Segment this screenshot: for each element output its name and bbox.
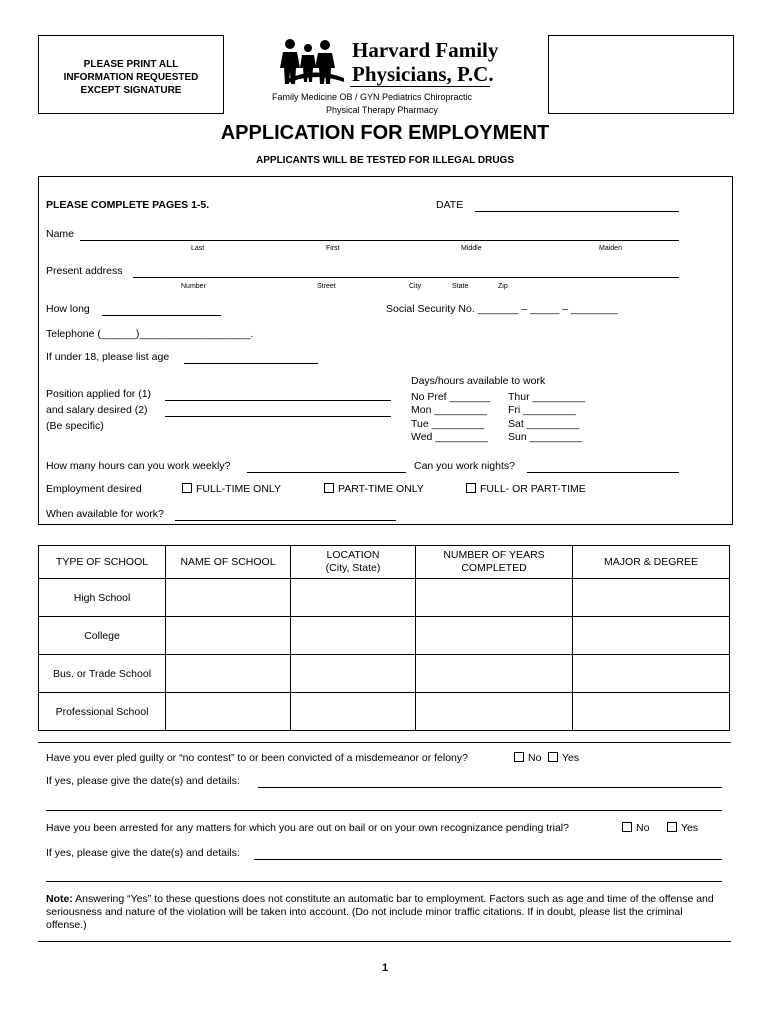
header-major-degree: MAJOR & DEGREE	[573, 546, 730, 579]
day-fri[interactable]: Fri _________	[508, 404, 576, 416]
under-18-field[interactable]	[184, 363, 318, 364]
cell-name[interactable]	[166, 693, 291, 731]
page-title: APPLICATION FOR EMPLOYMENT	[220, 122, 550, 144]
school-type-trade-school: Bus. or Trade School	[39, 655, 166, 693]
day-sat[interactable]: Sat _________	[508, 418, 580, 430]
position-field-1[interactable]	[165, 400, 391, 401]
conviction-no-checkbox[interactable]	[514, 752, 541, 764]
checkbox-icon	[622, 822, 632, 832]
note-paragraph	[46, 893, 726, 932]
full-time-only-label: FULL-TIME ONLY	[196, 483, 281, 495]
checkbox-icon	[182, 483, 192, 493]
services-line2: Physical Therapy Pharmacy	[326, 105, 438, 115]
cell-name[interactable]	[166, 655, 291, 693]
name-sublabel-first: First	[326, 245, 340, 252]
hours-weekly-label: How many hours can you work weekly?	[46, 460, 231, 472]
note-bottom-rule	[38, 941, 731, 942]
header-type-of-school: TYPE OF SCHOOL	[39, 546, 166, 579]
checkbox-icon	[324, 483, 334, 493]
arrest-no-label: No	[636, 822, 650, 834]
family-logo-icon	[278, 38, 348, 88]
day-mon[interactable]: Mon _________	[411, 404, 487, 416]
name-sublabel-maiden: Maiden	[599, 245, 622, 252]
position-line-3: (Be specific)	[46, 420, 104, 432]
checkbox-icon	[514, 752, 524, 762]
cell-location[interactable]	[291, 655, 416, 693]
address-label: Present address	[46, 265, 123, 277]
conviction-yes-checkbox[interactable]	[548, 752, 579, 764]
services-line1: Family Medicine OB / GYN Pediatrics Chiropractic	[272, 92, 473, 102]
school-type-high-school: High School	[39, 579, 166, 617]
cell-years[interactable]	[416, 617, 573, 655]
telephone-label[interactable]: Telephone (______)___________________.	[46, 328, 254, 340]
arrest-no-checkbox[interactable]	[622, 822, 649, 834]
date-label: DATE	[436, 199, 464, 211]
ssn-label[interactable]: Social Security No. _______ – _____ – ________	[386, 303, 618, 315]
arrest-details-field-1[interactable]	[254, 859, 722, 860]
part-time-only-label: PART-TIME ONLY	[338, 483, 424, 495]
arrest-yes-label: Yes	[681, 822, 699, 834]
under-18-label: If under 18, please list age	[46, 351, 170, 363]
employment-desired-label: Employment desired	[46, 483, 142, 495]
print-notice: PLEASE PRINT ALL INFORMATION REQUESTED EXCEPT SIGNATURE	[63, 59, 199, 96]
company-underline	[350, 86, 490, 87]
cell-years[interactable]	[416, 655, 573, 693]
school-type-college: College	[39, 617, 166, 655]
cell-major[interactable]	[573, 579, 730, 617]
full-or-part-time-checkbox[interactable]	[466, 483, 586, 495]
position-line-2: and salary desired (2)	[46, 404, 148, 416]
day-no-pref[interactable]: No Pref _______	[411, 391, 491, 403]
position-line-1: Position applied for (1)	[46, 388, 152, 400]
cell-location[interactable]	[291, 579, 416, 617]
date-field[interactable]	[475, 211, 679, 212]
arrest-question: Have you been arrested for any matters for which you are out on bail or on your own recognizance pending trial?	[46, 822, 569, 834]
address-sublabel-number: Number	[181, 283, 206, 290]
how-long-field[interactable]	[102, 315, 221, 316]
conviction-details-label: If yes, please give the date(s) and details:	[46, 775, 240, 787]
cell-years[interactable]	[416, 579, 573, 617]
address-field[interactable]	[133, 277, 679, 278]
note-label: Note:	[46, 893, 73, 905]
checkbox-icon	[466, 483, 476, 493]
photo-box	[548, 35, 734, 114]
hours-weekly-field[interactable]	[247, 472, 406, 473]
day-sun[interactable]: Sun _________	[508, 431, 583, 443]
days-title: Days/hours available to work	[411, 375, 546, 387]
position-field-2[interactable]	[165, 416, 391, 417]
education-table	[38, 545, 730, 731]
cell-name[interactable]	[166, 617, 291, 655]
name-sublabel-middle: Middle	[461, 245, 482, 252]
arrest-details-label: If yes, please give the date(s) and details:	[46, 847, 240, 859]
address-sublabel-state: State	[452, 283, 469, 290]
cell-name[interactable]	[166, 579, 291, 617]
address-sublabel-city: City	[409, 283, 422, 290]
address-sublabel-street: Street	[317, 283, 336, 290]
cell-location[interactable]	[291, 693, 416, 731]
nights-label: Can you work nights?	[414, 460, 515, 472]
when-available-field[interactable]	[175, 520, 396, 521]
when-available-label: When available for work?	[46, 508, 164, 520]
arrest-details-field-2[interactable]	[46, 881, 722, 882]
page-number: 1	[381, 962, 389, 974]
cell-major[interactable]	[573, 693, 730, 731]
full-or-part-time-label: FULL- OR PART-TIME	[480, 483, 586, 495]
conviction-question: Have you ever pled guilty or “no contest” to or been convicted of a misdemeanor or felony?	[46, 752, 468, 764]
checkbox-icon	[548, 752, 558, 762]
company-name-line1: Harvard Family	[352, 38, 499, 62]
day-tue[interactable]: Tue _________	[411, 418, 485, 430]
name-field[interactable]	[80, 240, 679, 241]
company-logo	[278, 38, 348, 88]
name-sublabel-last: Last	[191, 245, 205, 252]
cell-years[interactable]	[416, 693, 573, 731]
conviction-yes-label: Yes	[562, 752, 580, 764]
checkbox-icon	[667, 822, 677, 832]
conviction-details-field-2[interactable]	[46, 810, 722, 811]
legal-section-top-rule	[38, 742, 731, 743]
name-label: Name	[46, 228, 75, 240]
conviction-no-label: No	[528, 752, 542, 764]
print-notice-box	[38, 35, 224, 114]
conviction-details-field-1[interactable]	[258, 787, 722, 788]
header-location: LOCATION (City, State)	[291, 546, 416, 579]
company-name-line2: Physicians, P.C.	[352, 62, 494, 86]
address-sublabel-zip: Zip	[498, 283, 508, 290]
note-text: Answering “Yes” to these questions does not constitute an automatic bar to employment. Factors such as age and time of the offense and seriousness and nature of the violation will be taken into account. (Do not include minor traffic citations. If in doubt, please list the criminal offense.)	[46, 893, 714, 931]
day-thur[interactable]: Thur _________	[508, 391, 586, 403]
part-time-only-checkbox[interactable]	[324, 483, 424, 495]
header-years-completed: NUMBER OF YEARS COMPLETED	[416, 546, 573, 579]
drug-notice: APPLICANTS WILL BE TESTED FOR ILLEGAL DRUGS	[256, 155, 514, 166]
complete-pages-note: PLEASE COMPLETE PAGES 1-5.	[46, 199, 210, 211]
how-long-label: How long	[46, 303, 90, 315]
nights-field[interactable]	[527, 472, 679, 473]
cell-major[interactable]	[573, 655, 730, 693]
full-time-only-checkbox[interactable]	[182, 483, 281, 495]
table-row	[39, 579, 730, 617]
school-type-professional-school: Professional School	[39, 693, 166, 731]
cell-major[interactable]	[573, 617, 730, 655]
education-header-row	[39, 546, 730, 579]
header-name-of-school: NAME OF SCHOOL	[166, 546, 291, 579]
table-row	[39, 655, 730, 693]
cell-location[interactable]	[291, 617, 416, 655]
table-row	[39, 693, 730, 731]
arrest-yes-checkbox[interactable]	[667, 822, 698, 834]
table-row	[39, 617, 730, 655]
day-wed[interactable]: Wed _________	[411, 431, 488, 443]
